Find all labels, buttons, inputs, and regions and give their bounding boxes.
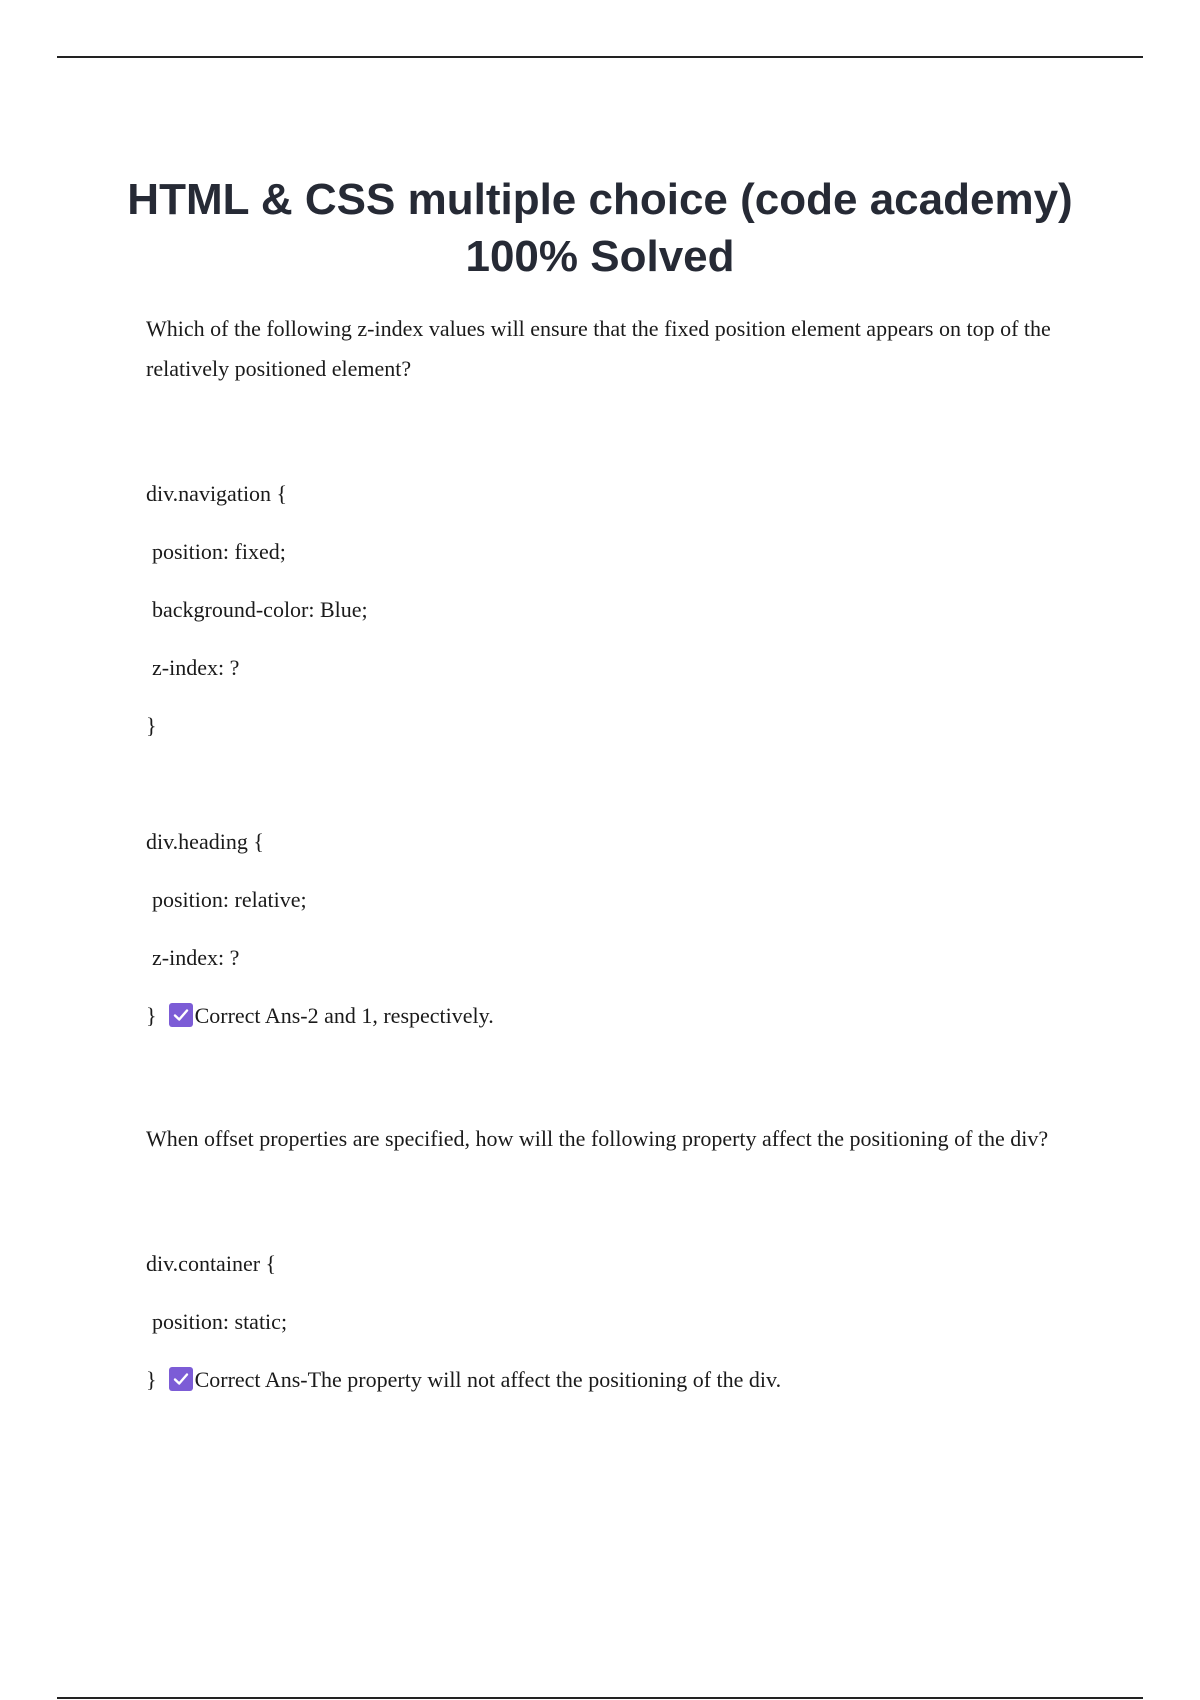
code-line: background-color: Blue; [152, 597, 368, 622]
code-line: div.container { [146, 1251, 277, 1276]
code-block-container [146, 1235, 1086, 1409]
spacer [146, 1045, 1086, 1119]
question-text: When offset properties are specified, how will the following property affect the positioning of the div? [146, 1126, 1049, 1151]
top-rule [57, 56, 1143, 58]
question-2 [146, 1119, 1086, 1409]
code-line: div.navigation { [146, 481, 288, 506]
spacer [146, 755, 1086, 813]
answer-line [146, 987, 1086, 1045]
correct-answer: Correct Ans-The property will not affect the positioning of the div. [194, 1367, 782, 1392]
question-1 [146, 309, 1086, 1045]
code-line: position: fixed; [152, 539, 286, 564]
document-body [146, 309, 1086, 1409]
code-closing-brace: } [146, 1367, 157, 1392]
code-line: div.heading { [146, 829, 264, 854]
answer-line [146, 1351, 1086, 1409]
question-text: Which of the following z-index values will ensure that the fixed position element appears on top of the relatively positioned element? [146, 316, 1051, 381]
code-closing-brace: } [146, 1003, 157, 1028]
page-title: HTML & CSS multiple choice (code academy) 100% Solved [127, 175, 1073, 282]
bottom-rule [57, 1697, 1143, 1699]
code-line: position: relative; [152, 887, 307, 912]
code-block-heading [146, 813, 1086, 1045]
code-line: } [146, 713, 157, 738]
checkbox-checked-icon [169, 1367, 193, 1391]
code-line: z-index: ? [152, 945, 240, 970]
code-line: position: static; [152, 1309, 288, 1334]
code-line: z-index: ? [152, 655, 240, 680]
correct-answer: Correct Ans-2 and 1, respectively. [194, 1003, 494, 1028]
code-block-navigation [146, 465, 1086, 755]
checkbox-checked-icon [169, 1003, 193, 1027]
